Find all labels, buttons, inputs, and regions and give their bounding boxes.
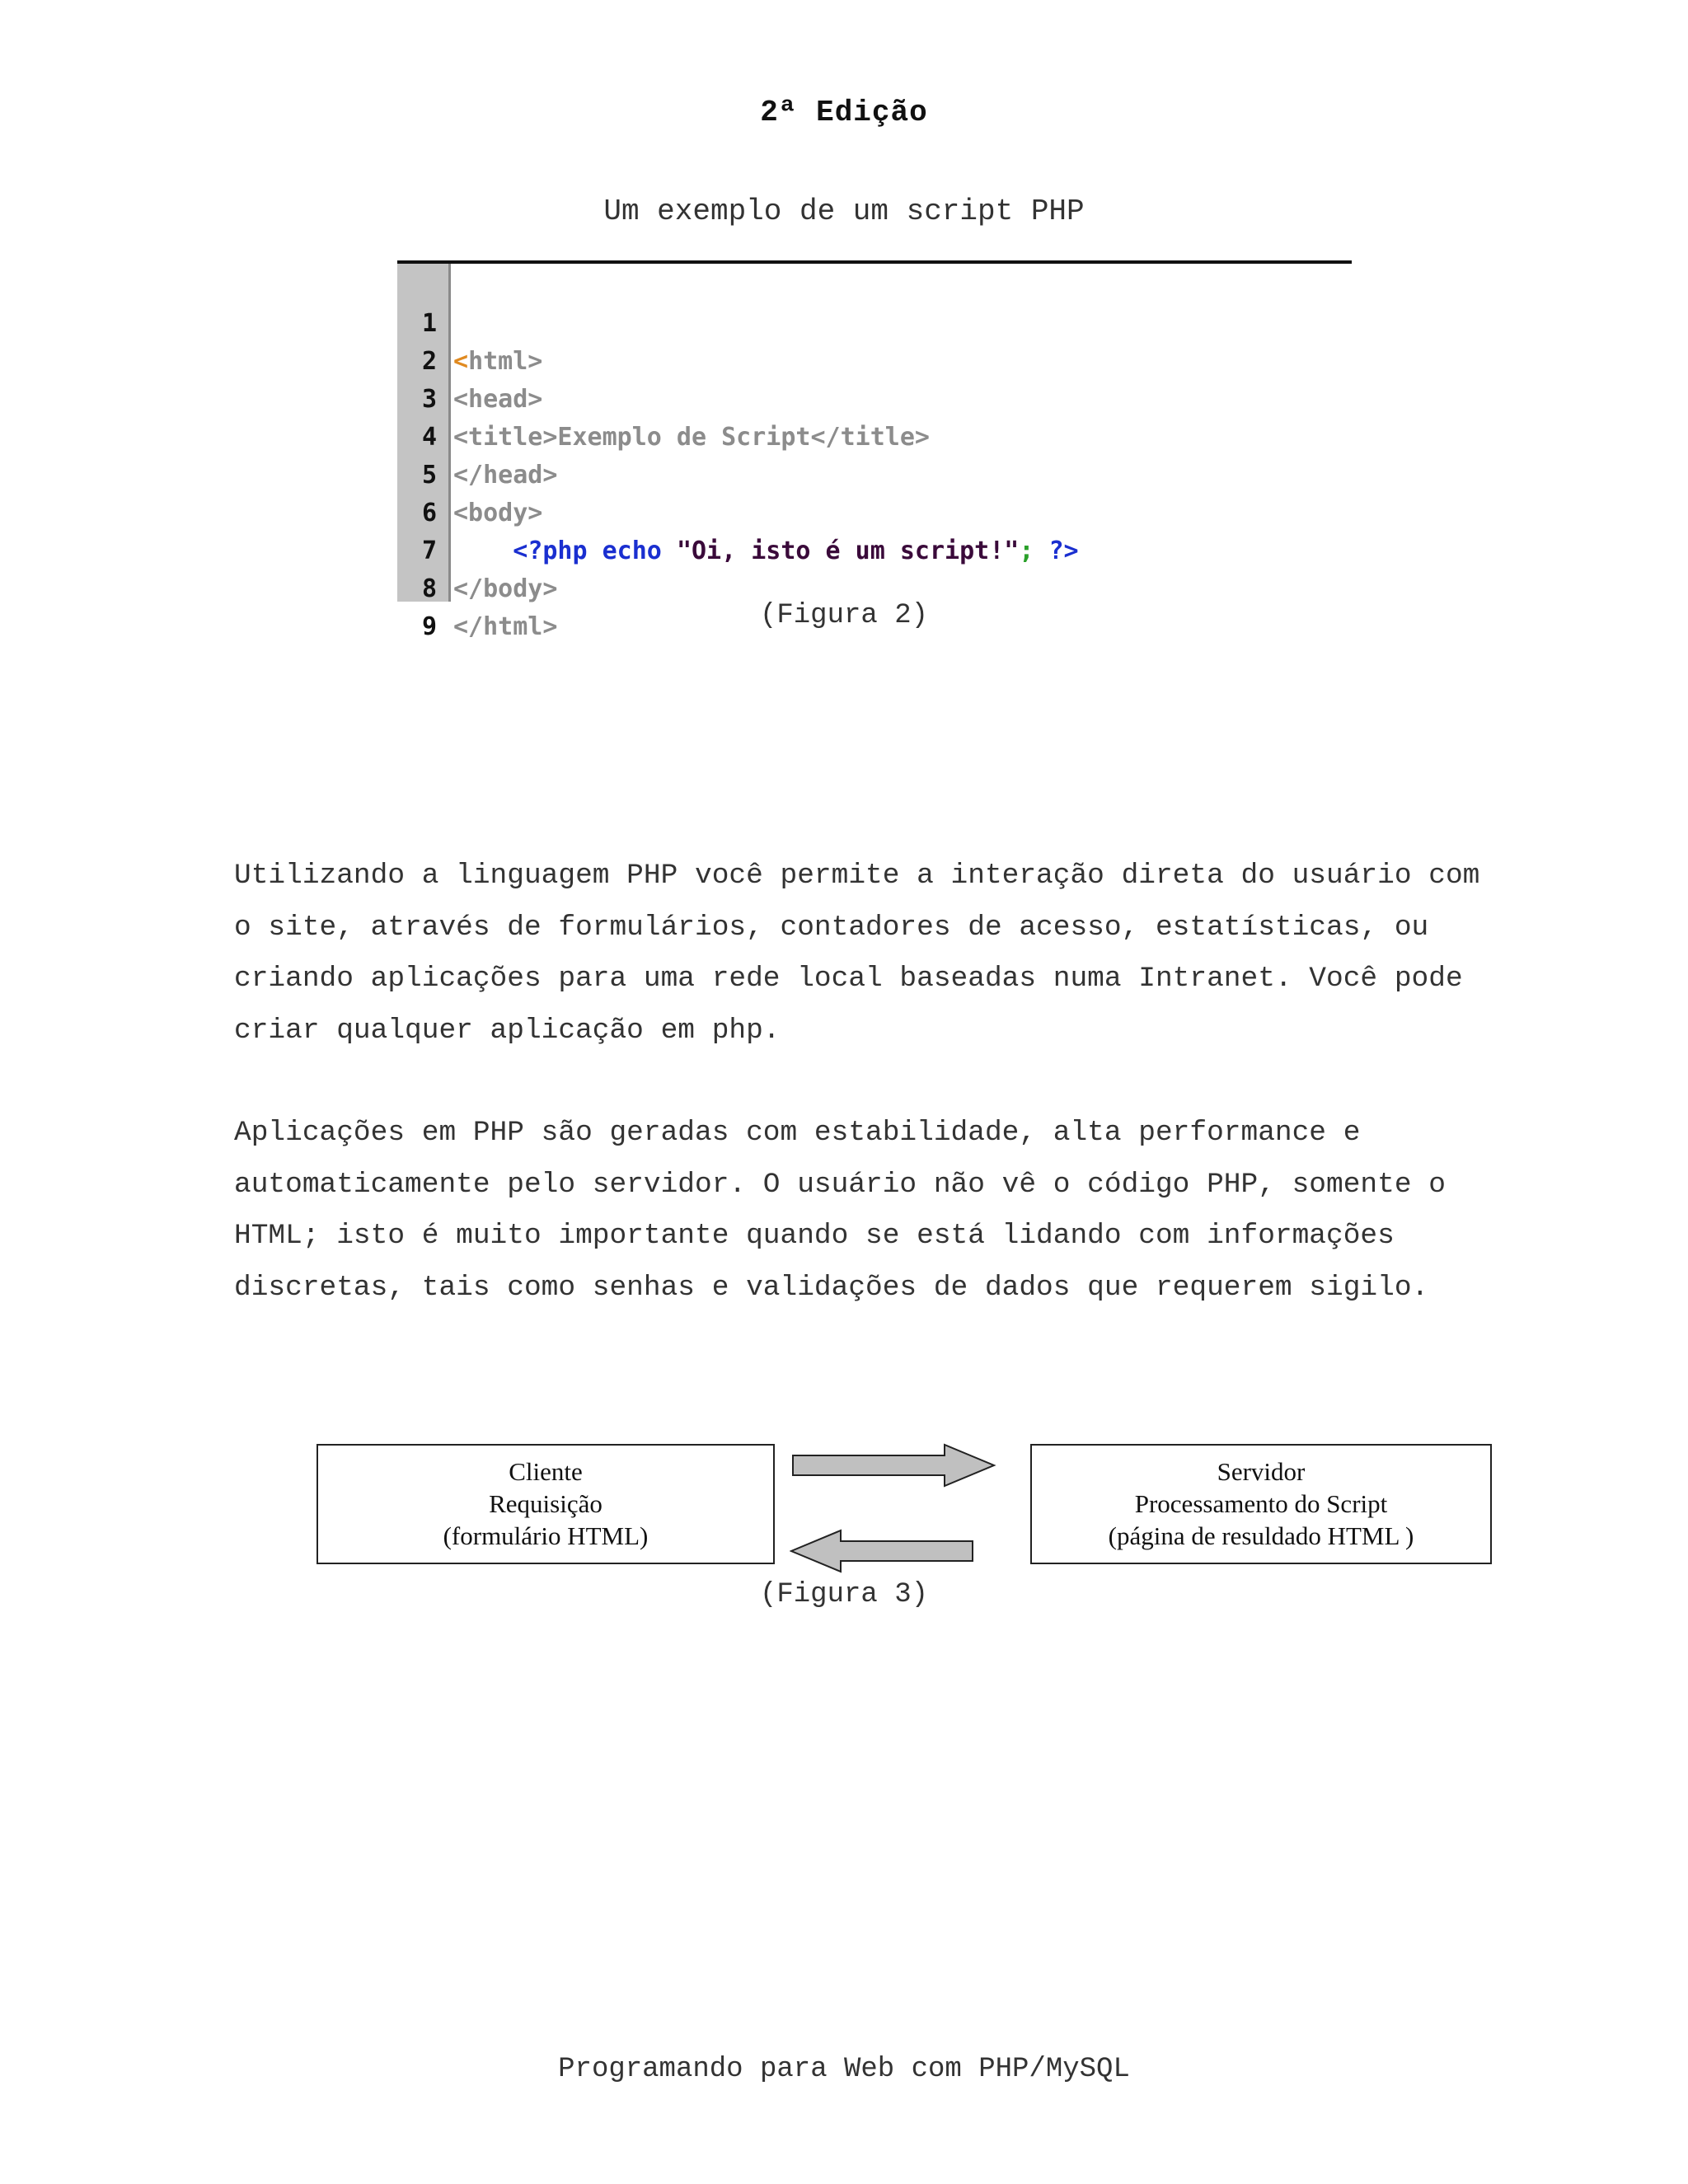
client-request: Requisição	[489, 1489, 603, 1518]
paragraph-line: criando aplicações para uma rede local baseadas numa Intranet. Você pode	[234, 963, 1463, 995]
code-text: <html>	[453, 347, 543, 376]
code-text: </head>	[453, 461, 558, 490]
client-title: Cliente	[509, 1457, 583, 1486]
line-number: 1	[421, 309, 437, 338]
client-box	[316, 1444, 775, 1564]
code-text: <body>	[453, 499, 543, 527]
server-result: (página de resuldado HTML )	[1108, 1521, 1414, 1550]
paragraph-line: automaticamente pelo servidor. O usuário não vê o código PHP, somente o	[234, 1168, 1446, 1201]
paragraph-line: o site, através de formulários, contadores de acesso, estatísticas, ou	[234, 911, 1429, 944]
code-text: <head>	[453, 385, 543, 414]
line-number: 7	[421, 537, 437, 565]
paragraph-php-interaction	[234, 851, 1586, 1057]
code-top-rule	[397, 260, 1352, 264]
line-number: 2	[421, 347, 437, 376]
figure2-title: Um exemplo de um script PHP	[603, 194, 1085, 228]
server-processing: Processamento do Script	[1134, 1489, 1388, 1518]
paragraph-line: HTML; isto é muito importante quando se está lidando com informações	[234, 1220, 1395, 1252]
code-text: </body>	[453, 574, 558, 603]
paragraph-line: Utilizando a linguagem PHP você permite a interação direta do usuário com	[234, 860, 1480, 892]
paragraph-line: criar qualquer aplicação em php.	[234, 1014, 781, 1047]
line-number: 4	[421, 423, 437, 452]
php-semicolon: ;	[1019, 537, 1034, 565]
request-arrow-right-icon	[791, 1442, 997, 1488]
paragraph-line: Aplicações em PHP são geradas com estabilidade, alta performance e	[234, 1117, 1361, 1149]
line-number: 9	[421, 612, 437, 641]
code-text: <title>Exemplo de Script</title>	[453, 423, 930, 452]
php-string: "Oi, isto é um script!"	[676, 537, 1020, 565]
code-line	[397, 267, 1352, 376]
line-number: 5	[421, 461, 437, 490]
response-arrow-left-icon	[790, 1528, 976, 1574]
php-open: <?php echo	[513, 537, 677, 565]
server-box	[1030, 1444, 1492, 1564]
paragraph-php-applications	[234, 1108, 1586, 1314]
php-close: ?>	[1034, 537, 1079, 565]
code-text: </html>	[453, 612, 558, 641]
line-number: 6	[421, 499, 437, 527]
line-number: 3	[421, 385, 437, 414]
line-number: 8	[421, 574, 437, 603]
server-title: Servidor	[1217, 1457, 1306, 1486]
paragraph-line: discretas, tais como senhas e validações de dados que requerem sigilo.	[234, 1271, 1429, 1304]
client-form: (formulário HTML)	[443, 1521, 649, 1550]
edition-header: 2ª Edição	[760, 96, 928, 129]
page-footer: Programando para Web com PHP/MySQL	[558, 2054, 1130, 2085]
figure2-caption: (Figura 2)	[759, 600, 929, 631]
figure3-caption: (Figura 3)	[759, 1579, 929, 1610]
